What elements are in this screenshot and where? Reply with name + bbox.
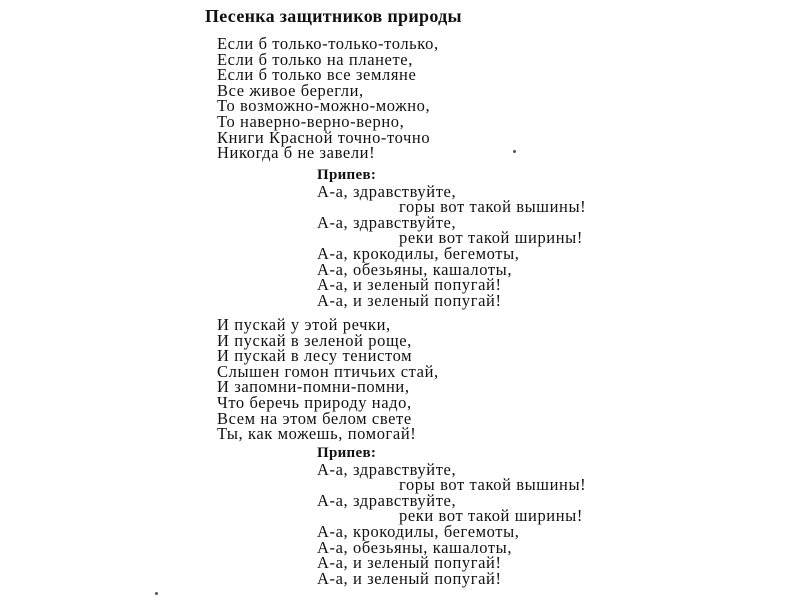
verse-line: Всем на этом белом свете: [217, 408, 412, 428]
verse-line: И запомни-помни-помни,: [217, 377, 410, 397]
verse-line: И пускай в лесу тенистом: [217, 346, 413, 366]
verse-line: И пускай у этой речки,: [217, 315, 391, 334]
verse-line: Что беречь природу надо,: [217, 392, 412, 412]
chorus-line: А-а, и зеленый попугай!: [317, 568, 502, 588]
chorus-line: А-а, и зеленый попугай!: [317, 553, 502, 573]
chorus-line: А-а, обезьяны, кашалоты,: [317, 259, 513, 279]
verse-line: То наверно-верно-верно,: [217, 111, 405, 131]
chorus-line: А-а, и зеленый попугай!: [317, 290, 502, 310]
verse-2: [217, 317, 439, 442]
verse-line: Если б только на планете,: [217, 49, 413, 69]
chorus-line: реки вот такой ширины!: [399, 506, 583, 526]
verse-line: Все живое берегли,: [217, 80, 364, 100]
chorus-line: А-а, здравствуйте,: [317, 181, 457, 201]
scan-speck: [513, 150, 516, 153]
verse-line: То возможно-можно-можно,: [217, 96, 431, 116]
verse-line: Слышен гомон птичьих стай,: [217, 361, 439, 381]
chorus-2: [317, 446, 586, 586]
chorus-heading: Припев:: [317, 445, 377, 461]
chorus-line: А-а, крокодилы, бегемоты,: [317, 521, 520, 541]
chorus-line: А-а, и зеленый попугай!: [317, 275, 502, 295]
verse-line: И пускай в зеленой роще,: [217, 330, 412, 350]
chorus-line: реки вот такой ширины!: [399, 228, 583, 248]
scan-speck: [155, 592, 158, 595]
song-title: Песенка защитников природы: [205, 6, 462, 26]
verse-line: Никогда б не завели!: [217, 143, 376, 163]
chorus-line: горы вот такой вышины!: [399, 197, 587, 217]
verse-line: Ты, как можешь, помогай!: [217, 424, 417, 444]
chorus-line: А-а, здравствуйте,: [317, 459, 457, 479]
verse-line: Книги Красной точно-точно: [217, 127, 431, 147]
chorus-heading: Припев:: [317, 167, 377, 183]
chorus-line: А-а, крокодилы, бегемоты,: [317, 243, 520, 263]
verse-1: [217, 36, 439, 161]
chorus-line: А-а, здравствуйте,: [317, 490, 457, 510]
verse-line: Если б только-только-только,: [217, 34, 439, 53]
chorus-1: [317, 168, 586, 308]
chorus-line: А-а, здравствуйте,: [317, 212, 457, 232]
verse-line: Если б только все земляне: [217, 65, 417, 85]
chorus-line: А-а, обезьяны, кашалоты,: [317, 537, 513, 557]
chorus-line: горы вот такой вышины!: [399, 475, 587, 495]
